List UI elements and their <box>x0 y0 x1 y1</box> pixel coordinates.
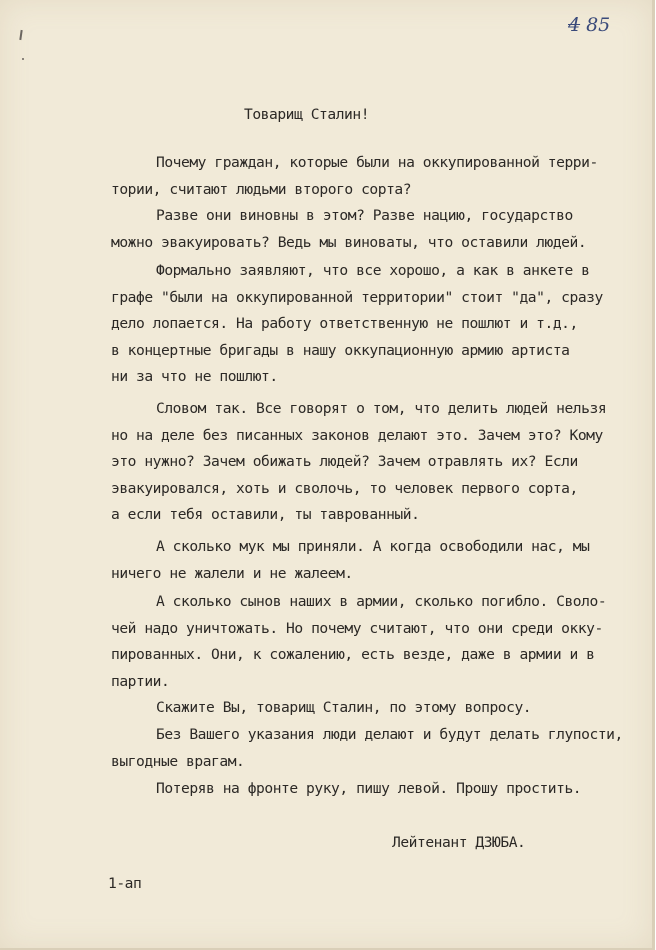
current-page-number: 85 <box>586 14 611 36</box>
paragraph-line: Формально заявляют, что все хорошо, а как в анкете в <box>156 262 590 279</box>
paragraph-line: пированных. Они, к сожалению, есть везде, даже в армии и в <box>111 646 595 663</box>
paragraph-line: но на деле без писанных законов делают это. Зачем это? Кому <box>111 426 603 444</box>
paragraph-line: Без Вашего указания люди делают и будут делать глупости, <box>156 726 623 743</box>
paragraph-line: ни за что не пошлют. <box>111 368 278 385</box>
document-reference: 1-ап <box>108 875 142 892</box>
paragraph-6 <box>111 589 606 695</box>
paragraph-line: Словом так. Все говорят о том, что делить людей нельзя <box>156 400 607 417</box>
paragraph-line: можно эвакуировать? Ведь мы виноваты, что оставили людей. <box>111 233 587 251</box>
paragraph-2 <box>111 203 586 256</box>
paragraph-line: а если тебя оставили, ты таврованный. <box>111 506 420 523</box>
struck-page-number: 4 <box>568 14 581 36</box>
margin-mark <box>19 30 22 40</box>
paragraph-1 <box>111 150 598 203</box>
paragraph-line: Скажите Вы, товарищ Сталин, по этому вопросу. <box>156 699 532 716</box>
paragraph-line: партии. <box>111 672 170 690</box>
paragraph-line: это нужно? Зачем обижать людей? Зачем отравлять их? Если <box>111 453 578 470</box>
paragraph-line: в концертные бригады в нашу оккупационную армию артиста <box>111 341 570 359</box>
paragraph-line: Разве они виновны в этом? Разве нацию, государство <box>156 207 573 224</box>
paragraph-line: графе "были на оккупированной территории" стоит "да", сразу <box>111 288 603 306</box>
paragraph-4 <box>111 396 606 529</box>
archive-page-number <box>568 14 610 36</box>
paragraph-3 <box>111 258 603 391</box>
paragraph-7 <box>111 695 531 722</box>
paragraph-line: выгодные врагам. <box>111 752 245 770</box>
paragraph-line: ничего не жалели и не жалеем. <box>111 564 353 582</box>
paragraph-line: Почему граждан, которые были на оккупированной терри- <box>156 154 598 171</box>
paragraph-8 <box>111 722 623 775</box>
paragraph-line: тории, считают людьми второго сорта? <box>111 180 412 198</box>
paragraph-line: эвакуировался, хоть и сволочь, то человек первого сорта, <box>111 479 578 497</box>
paragraph-line: дело лопается. На работу ответственную не пошлют и т.д., <box>111 315 578 332</box>
paragraph-line: чей надо уничтожать. Но почему считают, что они среди окку- <box>111 619 603 637</box>
paragraph-9 <box>111 776 581 803</box>
paragraph-5 <box>111 534 589 587</box>
margin-dot <box>22 58 24 60</box>
paragraph-line: А сколько сынов наших в армии, сколько погибло. Своло- <box>156 593 607 610</box>
signature-line: Лейтенант ДЗЮБА. <box>392 834 526 851</box>
letter-salutation: Товарищ Сталин! <box>244 106 370 123</box>
paragraph-line: А сколько мук мы приняли. А когда освободили нас, мы <box>156 538 590 555</box>
paragraph-line: Потеряв на фронте руку, пишу левой. Прошу простить. <box>156 780 582 797</box>
